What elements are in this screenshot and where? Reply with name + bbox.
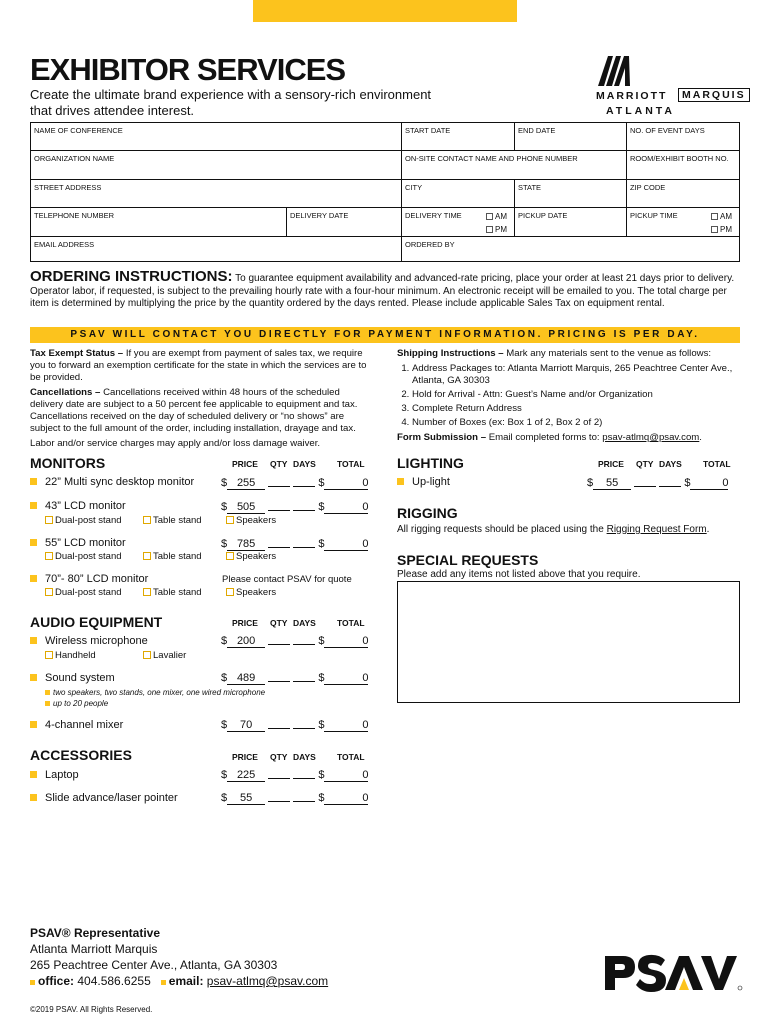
price-row xyxy=(221,537,368,551)
bullet-icon xyxy=(30,980,35,985)
logo-word: MARRIOTT xyxy=(596,90,668,102)
days-input[interactable] xyxy=(293,500,315,511)
checkbox-icon[interactable] xyxy=(45,552,53,560)
field-pickup-date[interactable]: PICKUP DATE xyxy=(515,208,627,237)
lighting-col-qty: QTY xyxy=(636,459,654,469)
am-label: AM xyxy=(495,212,507,221)
bullet-icon xyxy=(30,539,37,546)
item-name: Sound system xyxy=(45,672,115,684)
accessories-heading: ACCESSORIES xyxy=(30,747,132,763)
ordering-instructions xyxy=(30,268,745,311)
period: . xyxy=(706,524,710,535)
shipping-text: Mark any materials sent to the venue as follows: xyxy=(506,348,712,359)
checkbox-icon[interactable] xyxy=(143,651,151,659)
cancellations-paragraph xyxy=(30,387,375,435)
delivery-time-label: DELIVERY TIME xyxy=(405,211,462,220)
days-input[interactable] xyxy=(293,791,315,802)
field-ordered-by[interactable]: ORDERED BY xyxy=(405,240,455,249)
list-item xyxy=(397,476,450,488)
dollar-sign: $ xyxy=(318,477,325,489)
days-input[interactable] xyxy=(293,537,315,548)
special-requests-text: Please add any items not listed above that you require. xyxy=(397,569,641,580)
special-requests-input[interactable] xyxy=(397,581,740,703)
option-label: Dual-post stand xyxy=(55,587,122,598)
price-row xyxy=(221,671,368,685)
option-label: Speakers xyxy=(236,515,277,526)
qty-input[interactable] xyxy=(268,718,290,729)
checkbox-icon[interactable] xyxy=(226,588,234,596)
list-item xyxy=(30,769,79,781)
sound-system-note xyxy=(45,688,265,697)
total-value: 0 xyxy=(324,477,368,490)
option-speakers[interactable] xyxy=(226,587,276,598)
dollar-sign: $ xyxy=(221,538,228,550)
shipping-list xyxy=(397,363,742,429)
bullet-icon xyxy=(45,690,50,695)
total-value: 0 xyxy=(690,477,728,490)
option-dual-post[interactable] xyxy=(45,551,122,562)
pm-label: PM xyxy=(495,225,507,234)
option-label: Table stand xyxy=(153,551,202,562)
option-dual-post[interactable] xyxy=(45,515,122,526)
price-value: 505 xyxy=(227,501,265,514)
option-handheld[interactable] xyxy=(45,650,96,661)
price-row xyxy=(221,476,368,490)
price-row xyxy=(221,500,368,514)
form-submission-label: Form Submission – xyxy=(397,432,487,443)
dollar-sign: $ xyxy=(587,477,594,489)
contact-line xyxy=(30,973,328,989)
bullet-icon xyxy=(30,721,37,728)
checkbox-icon[interactable] xyxy=(143,516,151,524)
field-organization-name[interactable]: ORGANIZATION NAME xyxy=(31,151,402,180)
audio-col-total: TOTAL xyxy=(337,618,365,628)
list-item xyxy=(30,476,194,488)
dollar-sign: $ xyxy=(318,792,325,804)
note-text: up to 20 people xyxy=(53,699,109,708)
dollar-sign: $ xyxy=(221,672,228,684)
marriott-m-icon xyxy=(596,54,632,88)
option-label: Dual-post stand xyxy=(55,551,122,562)
price-row xyxy=(587,476,728,490)
monitors-col-total: TOTAL xyxy=(337,459,365,469)
rigging-heading: RIGGING xyxy=(397,505,458,521)
checkbox-icon[interactable] xyxy=(143,588,151,596)
total-value: 0 xyxy=(324,672,368,685)
option-label: Table stand xyxy=(153,515,202,526)
dollar-sign: $ xyxy=(318,635,325,647)
days-input[interactable] xyxy=(293,768,315,779)
order-form-grid xyxy=(30,122,740,262)
field-email-address[interactable]: EMAIL ADDRESS xyxy=(31,237,402,261)
item-name: Slide advance/laser pointer xyxy=(45,792,178,804)
marriott-marquis-logo xyxy=(596,52,746,118)
option-label: Speakers xyxy=(236,587,277,598)
tax-exempt-paragraph xyxy=(30,348,375,384)
price-row xyxy=(221,791,368,805)
checkbox-icon[interactable] xyxy=(226,552,234,560)
field-no-event-days[interactable]: NO. OF EVENT DAYS xyxy=(627,123,739,151)
payment-banner: PSAV WILL CONTACT YOU DIRECTLY FOR PAYMENT INFORMATION. PRICING IS PER DAY. xyxy=(30,327,740,343)
qty-input[interactable] xyxy=(268,634,290,645)
option-speakers[interactable] xyxy=(226,515,276,526)
email-label: email: xyxy=(168,974,204,988)
checkbox-icon[interactable] xyxy=(45,588,53,596)
dollar-sign: $ xyxy=(221,769,228,781)
accessories-col-price: PRICE xyxy=(232,752,258,762)
total-value: 0 xyxy=(324,538,368,551)
price-row xyxy=(221,768,368,782)
field-state[interactable]: STATE xyxy=(515,180,627,208)
field-start-date[interactable]: START DATE xyxy=(402,123,515,151)
list-item: 1. Address Packages to: Atlanta Marriott Marquis, 265 Peachtree Center Ave., Atlanta, GA 30303 xyxy=(412,363,742,387)
dollar-sign: $ xyxy=(221,719,228,731)
policies-left xyxy=(30,348,375,453)
copyright: ©2019 PSAV. All Rights Reserved. xyxy=(30,1005,153,1014)
page-title: EXHIBITOR SERVICES xyxy=(30,52,346,87)
days-input[interactable] xyxy=(659,476,681,487)
price-value: 55 xyxy=(593,477,631,490)
shipping-paragraph xyxy=(397,348,742,360)
tax-exempt-text: If you are exempt from payment of sales tax, we require you to forward an exemption certificate for the state in which the services are to be provided. xyxy=(30,348,367,383)
option-label: Table stand xyxy=(153,587,202,598)
price-value: 255 xyxy=(227,477,265,490)
dollar-sign: $ xyxy=(221,635,228,647)
price-value: 785 xyxy=(227,538,265,551)
field-telephone[interactable]: TELEPHONE NUMBER xyxy=(31,208,287,237)
audio-col-qty: QTY xyxy=(270,618,288,628)
pickup-pm-option[interactable] xyxy=(711,225,732,234)
accessories-col-days: DAYS xyxy=(293,752,316,762)
special-requests-heading: SPECIAL REQUESTS xyxy=(397,552,539,568)
days-input[interactable] xyxy=(293,671,315,682)
list-item xyxy=(30,672,115,684)
checkbox-icon[interactable] xyxy=(486,213,493,220)
submission-email-link[interactable]: psav-atlmq@psav.com xyxy=(602,432,700,443)
checkbox-icon[interactable] xyxy=(711,226,718,233)
list-item: 2. Hold for Arrival - Attn: Guest’s Name and/or Organization xyxy=(412,389,742,401)
days-input[interactable] xyxy=(293,718,315,729)
qty-input[interactable] xyxy=(268,671,290,682)
item-name: Wireless microphone xyxy=(45,635,148,647)
tax-exempt-label: Tax Exempt Status – xyxy=(30,348,124,359)
delivery-am-option[interactable] xyxy=(486,212,507,221)
option-table-stand[interactable] xyxy=(143,587,202,598)
policies-right xyxy=(397,348,742,447)
dollar-sign: $ xyxy=(318,769,325,781)
lighting-col-days: DAYS xyxy=(659,459,682,469)
labor-paragraph: Labor and/or service charges may apply and/or loss damage waiver. xyxy=(30,438,321,449)
total-value: 0 xyxy=(324,792,368,805)
contact-for-quote: Please contact PSAV for quote xyxy=(222,574,352,585)
field-zip-code[interactable]: ZIP CODE xyxy=(627,180,739,208)
price-row xyxy=(221,718,368,732)
venue-address: 265 Peachtree Center Ave., Atlanta, GA 30303 xyxy=(30,958,278,972)
price-value: 200 xyxy=(227,635,265,648)
checkbox-icon[interactable] xyxy=(45,516,53,524)
qty-input[interactable] xyxy=(268,500,290,511)
list-item: 4. Number of Boxes (ex: Box 1 of 2, Box 2 of 2) xyxy=(412,417,742,429)
logo-city: ATLANTA xyxy=(606,105,676,117)
dollar-sign: $ xyxy=(684,477,691,489)
option-label: Dual-post stand xyxy=(55,515,122,526)
price-value: 70 xyxy=(227,719,265,732)
dollar-sign: $ xyxy=(221,501,228,513)
form-submission-text: Email completed forms to: xyxy=(488,432,600,443)
option-table-stand[interactable] xyxy=(143,551,202,562)
office-label: office: xyxy=(38,974,74,988)
footer-email-link[interactable]: psav-atlmq@psav.com xyxy=(206,974,329,988)
venue-name: Atlanta Marriott Marquis xyxy=(30,942,158,956)
list-item xyxy=(30,792,178,804)
item-name: 4-channel mixer xyxy=(45,719,124,731)
price-row xyxy=(221,634,368,648)
page-subtitle: Create the ultimate brand experience with a sensory-rich environment that drives attendee interest. xyxy=(30,87,432,118)
bullet-icon xyxy=(30,637,37,644)
total-value: 0 xyxy=(324,635,368,648)
psav-logo xyxy=(603,952,743,994)
ordering-text: To guarantee equipment availability and advanced-rate pricing, place your order at least 21 days prior to delivery. Operator labor, if requested, is subject to the prevailing hourly rate with a four-hour minimum. An electronic receipt will be emailed to you. The total charge per item is determined by multiplying the price by the quantity ordered by the days rented. Please include applicable Sales Tax on equipment rental. xyxy=(30,273,735,309)
pickup-time-label: PICKUP TIME xyxy=(630,211,678,220)
bullet-icon xyxy=(161,980,166,985)
field-street-address[interactable]: STREET ADDRESS xyxy=(31,180,402,208)
item-name: 43” LCD monitor xyxy=(45,500,126,512)
rigging-sentence: All rigging requests should be placed using the xyxy=(397,524,604,535)
rigging-text xyxy=(397,524,709,535)
option-lavalier[interactable] xyxy=(143,650,186,661)
item-name: 22” Multi sync desktop monitor xyxy=(45,476,195,488)
field-name-of-conference[interactable]: NAME OF CONFERENCE xyxy=(31,123,402,151)
days-input[interactable] xyxy=(293,634,315,645)
dollar-sign: $ xyxy=(221,477,228,489)
bullet-icon xyxy=(397,478,404,485)
bullet-icon xyxy=(30,575,37,582)
am-label: AM xyxy=(720,212,732,221)
qty-input[interactable] xyxy=(268,537,290,548)
qty-input[interactable] xyxy=(268,791,290,802)
pickup-am-option[interactable] xyxy=(711,212,732,221)
pm-label: PM xyxy=(720,225,732,234)
dollar-sign: $ xyxy=(318,719,325,731)
field-onsite-contact[interactable]: ON-SITE CONTACT NAME AND PHONE NUMBER xyxy=(402,151,627,180)
bullet-icon xyxy=(30,478,37,485)
qty-input[interactable] xyxy=(268,768,290,779)
list-item xyxy=(30,719,123,731)
qty-input[interactable] xyxy=(634,476,656,487)
list-item xyxy=(30,537,126,549)
list-item xyxy=(30,573,148,585)
audio-col-price: PRICE xyxy=(232,618,258,628)
ordering-heading: ORDERING INSTRUCTIONS: xyxy=(30,268,233,285)
total-value: 0 xyxy=(324,719,368,732)
total-value: 0 xyxy=(324,501,368,514)
option-label: Speakers xyxy=(236,551,277,562)
field-end-date[interactable]: END DATE xyxy=(515,123,627,151)
list-item xyxy=(30,635,148,647)
audio-col-days: DAYS xyxy=(293,618,316,628)
checkbox-icon[interactable] xyxy=(45,651,53,659)
checkbox-icon[interactable] xyxy=(143,552,151,560)
field-delivery-date[interactable]: DELIVERY DATE xyxy=(287,208,402,237)
accessories-col-qty: QTY xyxy=(270,752,288,762)
period: . xyxy=(699,432,702,443)
checkbox-icon[interactable] xyxy=(711,213,718,220)
dollar-sign: $ xyxy=(318,672,325,684)
footer-contact xyxy=(30,925,328,989)
monitors-heading: MONITORS xyxy=(30,455,106,471)
lighting-col-price: PRICE xyxy=(598,459,624,469)
bullet-icon xyxy=(30,771,37,778)
audio-heading: AUDIO EQUIPMENT xyxy=(30,614,163,630)
bullet-icon xyxy=(30,794,37,801)
field-city[interactable]: CITY xyxy=(402,180,515,208)
monitors-col-days: DAYS xyxy=(293,459,316,469)
dollar-sign: $ xyxy=(318,538,325,550)
option-table-stand[interactable] xyxy=(143,515,202,526)
field-room-booth[interactable]: ROOM/EXHIBIT BOOTH NO. xyxy=(627,151,739,180)
sound-system-note xyxy=(45,699,108,708)
price-value: 55 xyxy=(227,792,265,805)
option-label: Handheld xyxy=(55,650,96,661)
delivery-pm-option[interactable] xyxy=(486,225,507,234)
office-phone: 404.586.6255 xyxy=(77,974,151,988)
option-dual-post[interactable] xyxy=(45,587,122,598)
list-item: 3. Complete Return Address xyxy=(412,403,742,415)
bullet-icon xyxy=(30,674,37,681)
item-name: Laptop xyxy=(45,769,79,781)
monitors-col-price: PRICE xyxy=(232,459,258,469)
bullet-icon xyxy=(45,701,50,706)
shipping-label: Shipping Instructions – xyxy=(397,348,504,359)
cancellations-text: Cancellations received within 48 hours of the scheduled delivery date are subject to a 50 percent fee applicable to equipment and tax. Cancellations received on the day of scheduled delivery or “no shows” are subject to the full amount of the order, including installation, drayage and tax. xyxy=(30,387,358,434)
lighting-heading: LIGHTING xyxy=(397,455,464,471)
list-item xyxy=(30,500,126,512)
cancellations-label: Cancellations – xyxy=(30,387,101,398)
note-text: two speakers, two stands, one mixer, one wired microphone xyxy=(53,688,266,697)
checkbox-icon[interactable] xyxy=(226,516,234,524)
rep-title: PSAV® Representative xyxy=(30,926,161,940)
accessories-col-total: TOTAL xyxy=(337,752,365,762)
item-name: 70”- 80” LCD monitor xyxy=(45,573,149,585)
monitors-col-qty: QTY xyxy=(270,459,288,469)
item-name: Up-light xyxy=(412,476,450,488)
dollar-sign: $ xyxy=(221,792,228,804)
option-label: Lavalier xyxy=(153,650,187,661)
rigging-request-form-link[interactable]: Rigging Request Form xyxy=(606,524,707,535)
form-submission-paragraph xyxy=(397,432,742,444)
dollar-sign: $ xyxy=(318,501,325,513)
logo-boxed-word: MARQUIS xyxy=(678,88,750,102)
bullet-icon xyxy=(30,502,37,509)
days-input[interactable] xyxy=(293,476,315,487)
total-value: 0 xyxy=(324,769,368,782)
top-accent-bar xyxy=(253,0,517,22)
price-value: 489 xyxy=(227,672,265,685)
price-value: 225 xyxy=(227,769,265,782)
checkbox-icon[interactable] xyxy=(486,226,493,233)
qty-input[interactable] xyxy=(268,476,290,487)
option-speakers[interactable] xyxy=(226,551,276,562)
lighting-col-total: TOTAL xyxy=(703,459,731,469)
item-name: 55” LCD monitor xyxy=(45,537,126,549)
